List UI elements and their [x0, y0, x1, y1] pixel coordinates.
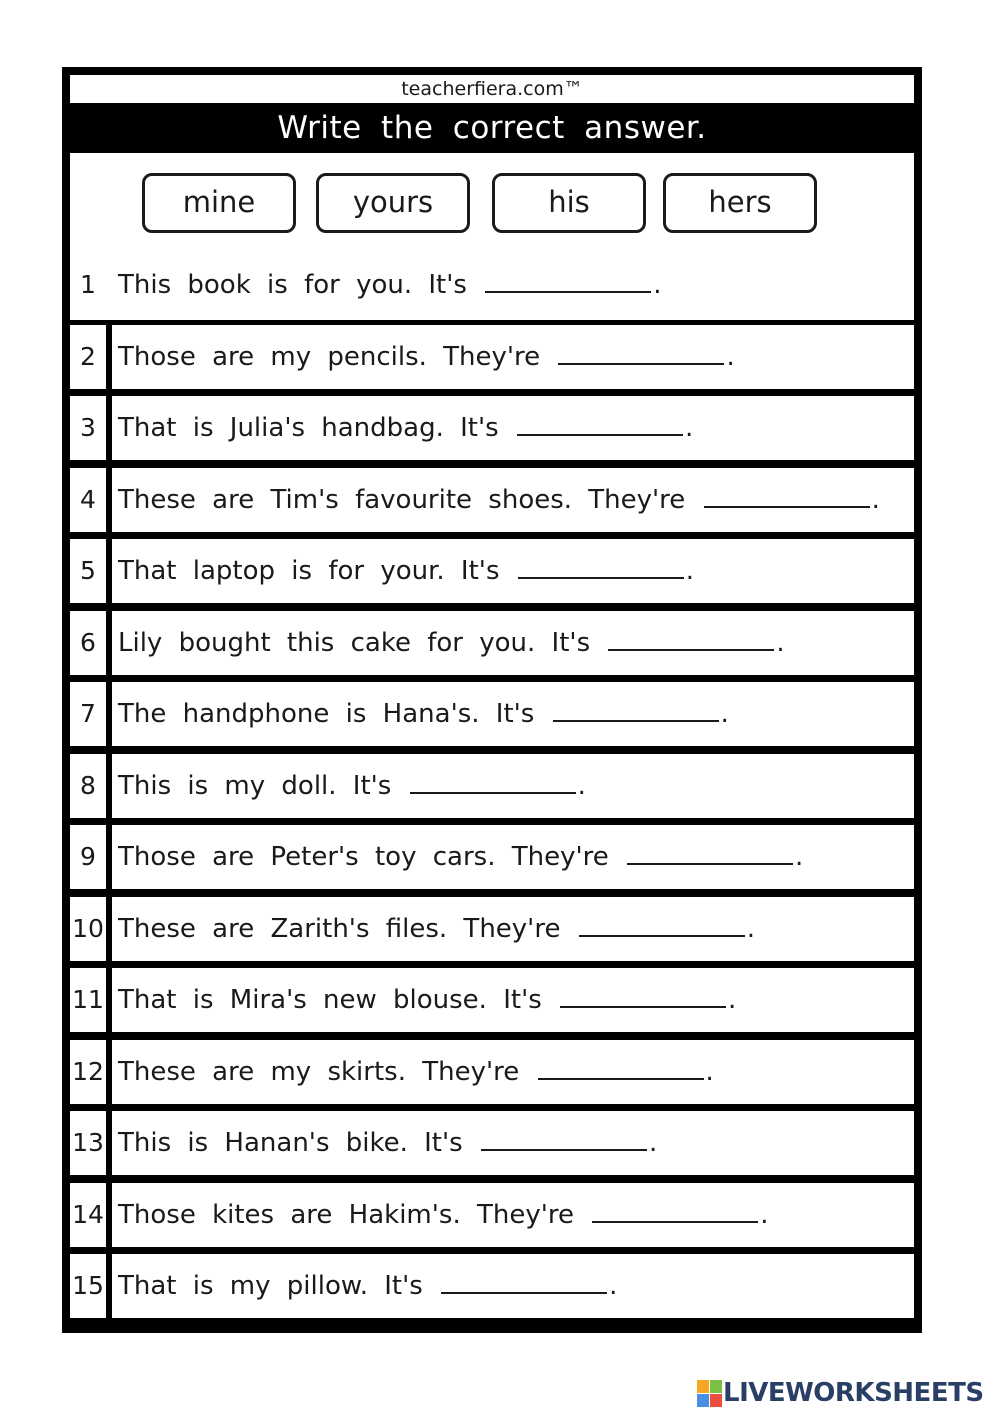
- question-sentence: [112, 1254, 914, 1318]
- question-text: That is my pillow. It's: [118, 1271, 423, 1301]
- worksheet: [62, 67, 922, 1333]
- question-sentence: [112, 539, 914, 603]
- question-sentence: [112, 897, 914, 961]
- question-sentence: [112, 325, 914, 389]
- answer-blank[interactable]: [553, 700, 719, 722]
- answer-blank[interactable]: [579, 915, 745, 937]
- question-text: These are Tim's favourite shoes. They're: [118, 485, 686, 515]
- worksheet-title: Write the correct answer.: [277, 110, 707, 146]
- sentence-end: .: [746, 914, 755, 944]
- answer-blank[interactable]: [592, 1201, 758, 1223]
- sentence-end: .: [760, 1200, 769, 1230]
- word-chip-yours: yours: [316, 173, 470, 233]
- question-row: [70, 468, 914, 532]
- sentence-end: .: [577, 771, 586, 801]
- answer-blank[interactable]: [538, 1058, 704, 1080]
- sentence-end: .: [705, 1057, 714, 1087]
- word-chip-his: his: [492, 173, 646, 233]
- sentence-end: .: [726, 342, 735, 372]
- sentence-end: .: [720, 699, 729, 729]
- question-text: These are my skirts. They're: [118, 1057, 520, 1087]
- question-sentence: [112, 682, 914, 746]
- question-sentence: [112, 396, 914, 460]
- question-number: 14: [70, 1183, 106, 1247]
- question-text: This book is for you. It's: [118, 270, 467, 300]
- site-credit: teacherfiera.com™: [70, 75, 914, 103]
- question-row: [70, 1040, 914, 1104]
- answer-blank[interactable]: [410, 772, 576, 794]
- liveworksheets-logo-icon: [697, 1380, 721, 1406]
- answer-blank[interactable]: [485, 271, 651, 293]
- question-text: That is Mira's new blouse. It's: [118, 985, 542, 1015]
- question-text: Those are my pencils. They're: [118, 342, 541, 372]
- question-number: 9: [70, 825, 106, 889]
- sentence-end: .: [776, 628, 785, 658]
- sentence-end: .: [795, 842, 804, 872]
- answer-blank[interactable]: [441, 1272, 607, 1294]
- sentence-end: .: [684, 413, 694, 443]
- question-row: [70, 682, 914, 746]
- sentence-end: .: [653, 270, 662, 300]
- question-text: These are Zarith's files. They're: [118, 914, 561, 944]
- question-text: That is Julia's handbag. It's: [118, 413, 499, 443]
- question-text: Those kites are Hakim's. They're: [118, 1200, 574, 1230]
- question-sentence: [112, 968, 914, 1032]
- question-number: 12: [70, 1040, 106, 1104]
- question-text: This is Hanan's bike. It's: [118, 1128, 463, 1158]
- question-row: [70, 1183, 914, 1247]
- question-row: [70, 897, 914, 961]
- liveworksheets-logo: [697, 1378, 984, 1408]
- question-row: [70, 1254, 914, 1318]
- question-number: 6: [70, 611, 106, 675]
- question-text: Those are Peter's toy cars. They're: [118, 842, 609, 872]
- answer-blank[interactable]: [627, 843, 793, 865]
- question-row: [70, 968, 914, 1032]
- question-sentence: [112, 253, 914, 317]
- sentence-end: .: [728, 985, 737, 1015]
- question-sentence: [112, 754, 914, 818]
- question-number: 7: [70, 682, 106, 746]
- question-text: This is my doll. It's: [118, 771, 392, 801]
- word-chip-mine: mine: [142, 173, 296, 233]
- question-number: 5: [70, 539, 106, 603]
- question-number: 1: [70, 253, 106, 317]
- question-number: 3: [70, 396, 106, 460]
- question-number: 10: [70, 897, 106, 961]
- question-number: 2: [70, 325, 106, 389]
- question-number: 4: [70, 468, 106, 532]
- word-chip-hers: hers: [663, 173, 817, 233]
- question-number: 8: [70, 754, 106, 818]
- question-row: [70, 325, 914, 389]
- question-sentence: [112, 1183, 914, 1247]
- answer-blank[interactable]: [608, 629, 774, 651]
- question-text: That laptop is for your. It's: [118, 556, 500, 586]
- question-text: The handphone is Hana's. It's: [118, 699, 535, 729]
- question-sentence: [112, 468, 914, 532]
- answer-blank[interactable]: [560, 986, 726, 1008]
- question-number: 11: [70, 968, 106, 1032]
- question-row: [70, 539, 914, 603]
- question-row: [70, 611, 914, 675]
- brand-name: LIVEWORKSHEETS: [723, 1378, 984, 1408]
- question-row: [70, 825, 914, 889]
- answer-blank[interactable]: [481, 1129, 647, 1151]
- question-number: 13: [70, 1111, 106, 1175]
- question-row: [70, 253, 914, 317]
- question-sentence: [112, 1111, 914, 1175]
- question-text: Lily bought this cake for you. It's: [118, 628, 591, 658]
- question-row: [70, 1111, 914, 1175]
- question-sentence: [112, 1040, 914, 1104]
- answer-blank[interactable]: [558, 343, 724, 365]
- answer-blank[interactable]: [704, 486, 870, 508]
- question-number: 15: [70, 1254, 106, 1318]
- question-sentence: [112, 825, 914, 889]
- question-row: [70, 754, 914, 818]
- sentence-end: .: [609, 1271, 618, 1301]
- answer-blank[interactable]: [518, 557, 684, 579]
- sentence-end: .: [648, 1128, 658, 1158]
- answer-blank[interactable]: [517, 414, 683, 436]
- question-sentence: [112, 611, 914, 675]
- sentence-end: .: [685, 556, 695, 586]
- question-row: [70, 396, 914, 460]
- sentence-end: .: [871, 485, 880, 515]
